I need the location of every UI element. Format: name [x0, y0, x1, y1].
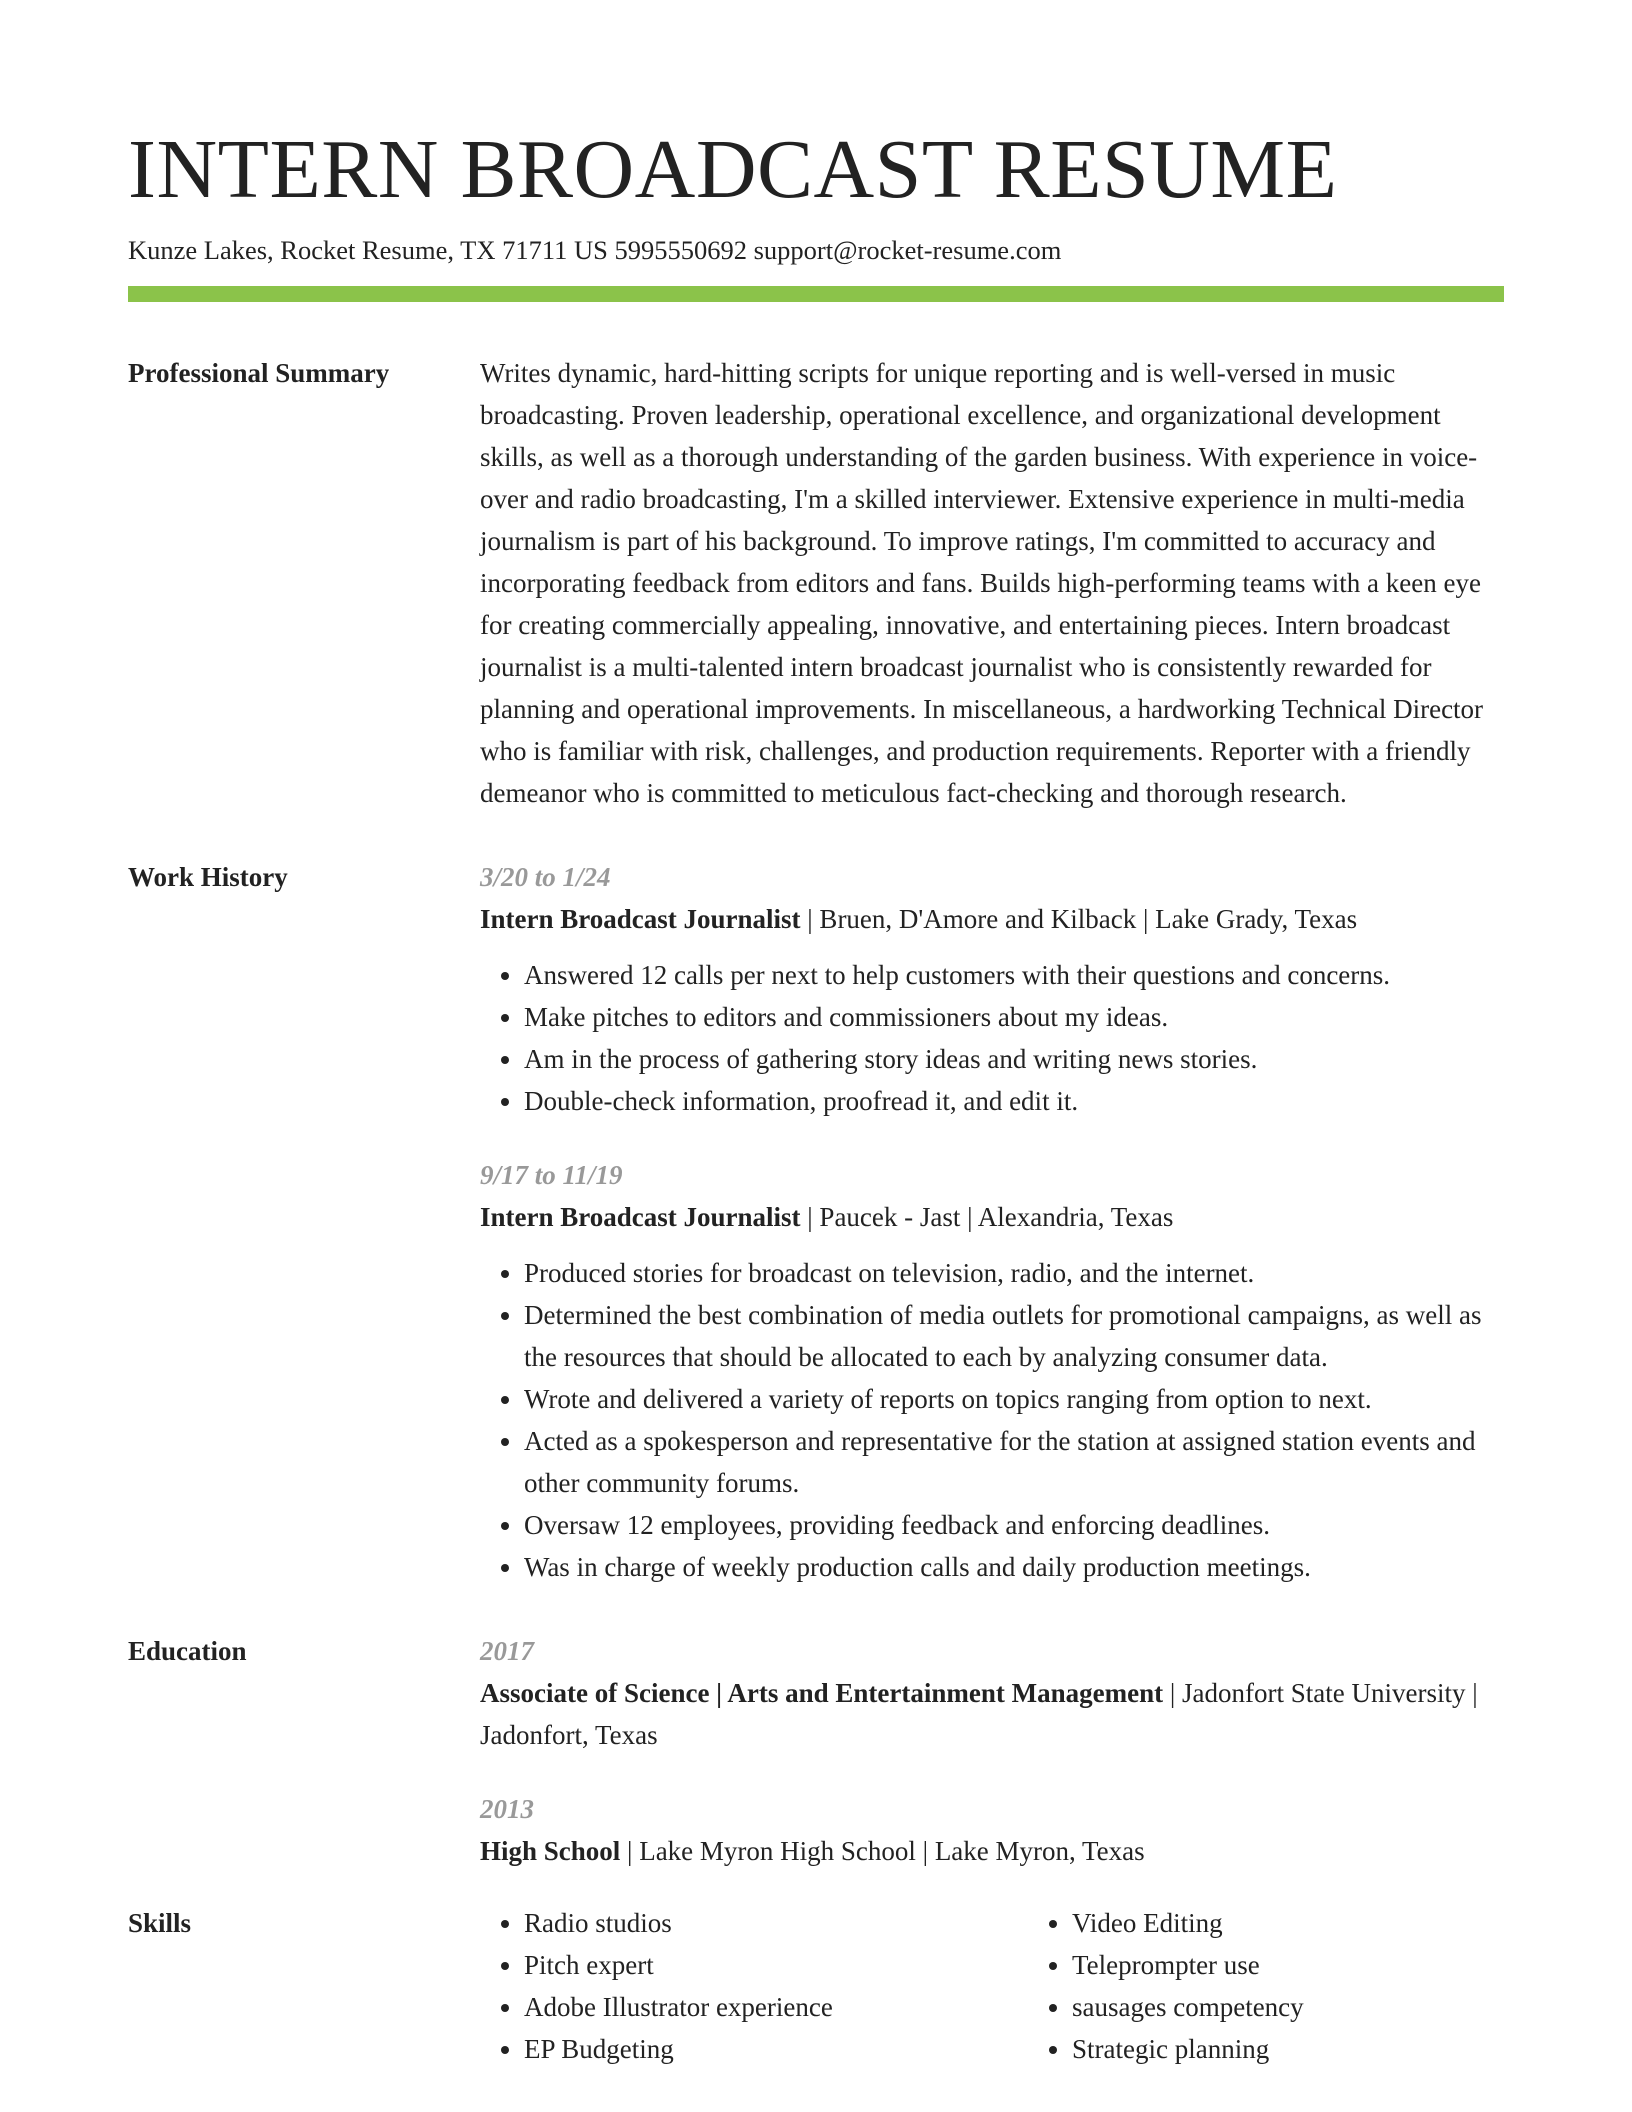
list-item: • Answered 12 calls per next to help customers with their questions and concerns. — [524, 954, 1504, 996]
section-label-work: Work History — [128, 862, 288, 892]
list-item: • Am in the process of gathering story ideas and writing news stories. — [524, 1038, 1504, 1080]
resume-page — [128, 120, 1504, 2070]
accent-divider — [128, 286, 1504, 302]
work-history-content — [480, 856, 1504, 1588]
contact-line: Kunze Lakes, Rocket Resume, TX 71711 US 5995550692 support@rocket-resume.com — [128, 235, 1062, 265]
job-bullets — [480, 954, 1504, 1122]
section-label-education: Education — [128, 1636, 247, 1666]
education-entry — [480, 1630, 1504, 1756]
job-details: | Bruen, D'Amore and Kilback | Lake Grady, Texas — [800, 904, 1358, 934]
job-details: | Paucek - Jast | Alexandria, Texas — [800, 1202, 1174, 1232]
job-dates: 3/20 to 1/24 — [480, 862, 611, 892]
section-label-skills: Skills — [128, 1908, 192, 1938]
job-role-line — [480, 898, 1504, 940]
job-entry — [480, 856, 1504, 1122]
job-bullets — [480, 1252, 1504, 1588]
list-item: • Wrote and delivered a variety of reports on topics ranging from option to next. — [524, 1378, 1504, 1420]
skill-item: • EP Budgeting — [524, 2028, 984, 2070]
work-history-section — [128, 856, 1504, 1588]
education-degree: Associate of Science | Arts and Entertainment Management — [480, 1678, 1164, 1708]
job-title: Intern Broadcast Journalist — [480, 1202, 801, 1232]
list-item: • Was in charge of weekly production calls and daily production meetings. — [524, 1546, 1504, 1588]
education-line — [480, 1830, 1504, 1872]
list-item: • Make pitches to editors and commissioners about my ideas. — [524, 996, 1504, 1038]
resume-title: INTERN BROADCAST RESUME — [128, 123, 1338, 216]
job-title: Intern Broadcast Journalist — [480, 904, 801, 934]
education-degree: High School — [480, 1836, 621, 1866]
skills-section — [128, 1902, 1504, 2070]
summary-section — [128, 352, 1504, 814]
skills-grid — [480, 1902, 1532, 2070]
job-entry — [480, 1154, 1504, 1588]
skill-item: • Pitch expert — [524, 1944, 984, 1986]
education-year: 2013 — [480, 1794, 534, 1824]
job-role-line — [480, 1196, 1504, 1238]
skills-list-left — [480, 1902, 984, 2070]
skills-list-right — [1028, 1902, 1532, 2070]
list-item: • Oversaw 12 employees, providing feedback and enforcing deadlines. — [524, 1504, 1504, 1546]
skills-content — [480, 1902, 1532, 2070]
education-section — [128, 1630, 1504, 1872]
list-item: • Determined the best combination of media outlets for promotional campaigns, as well as the resources that should be allocated to each by analyzing consumer data. — [524, 1294, 1504, 1378]
skill-item: • sausages competency — [1072, 1986, 1532, 2028]
education-line — [480, 1672, 1504, 1756]
education-details: | Jadonfort State University | Jadonfort, Texas — [480, 1678, 1478, 1750]
list-item: • Double-check information, proofread it, and edit it. — [524, 1080, 1504, 1122]
skill-item: • Video Editing — [1072, 1902, 1532, 1944]
list-item: • Produced stories for broadcast on television, radio, and the internet. — [524, 1252, 1504, 1294]
skill-item: • Strategic planning — [1072, 2028, 1532, 2070]
education-year: 2017 — [480, 1636, 534, 1666]
skill-item: • Radio studios — [524, 1902, 984, 1944]
summary-text: Writes dynamic, hard-hitting scripts for unique reporting and is well-versed in music broadcasting. Proven leadership, operational excellence, and organizational development skills, as well as a thorough understanding of the garden business. With experience in voice-over and radio broadcasting, I'm a skilled interviewer. Extensive experience in multi-media journalism is part of his background. To improve ratings, I'm committed to accuracy and incorporating feedback from editors and fans. Builds high-performing teams with a keen eye for creating commercially appealing, innovative, and entertaining pieces. Intern broadcast journalist is a multi-talented intern broadcast journalist who is consistently rewarded for planning and operational improvements. In miscellaneous, a hardworking Technical Director who is familiar with risk, challenges, and production requirements. Reporter with a friendly demeanor who is committed to meticulous fact-checking and thorough research. — [480, 358, 1484, 808]
education-entry — [480, 1788, 1504, 1872]
education-details: | Lake Myron High School | Lake Myron, Texas — [620, 1836, 1145, 1866]
skill-item: • Teleprompter use — [1072, 1944, 1532, 1986]
education-content — [480, 1630, 1504, 1872]
section-label-summary: Professional Summary — [128, 358, 390, 388]
skill-item: • Adobe Illustrator experience — [524, 1986, 984, 2028]
list-item: • Acted as a spokesperson and representative for the station at assigned station events and other community forums. — [524, 1420, 1504, 1504]
job-dates: 9/17 to 11/19 — [480, 1160, 623, 1190]
